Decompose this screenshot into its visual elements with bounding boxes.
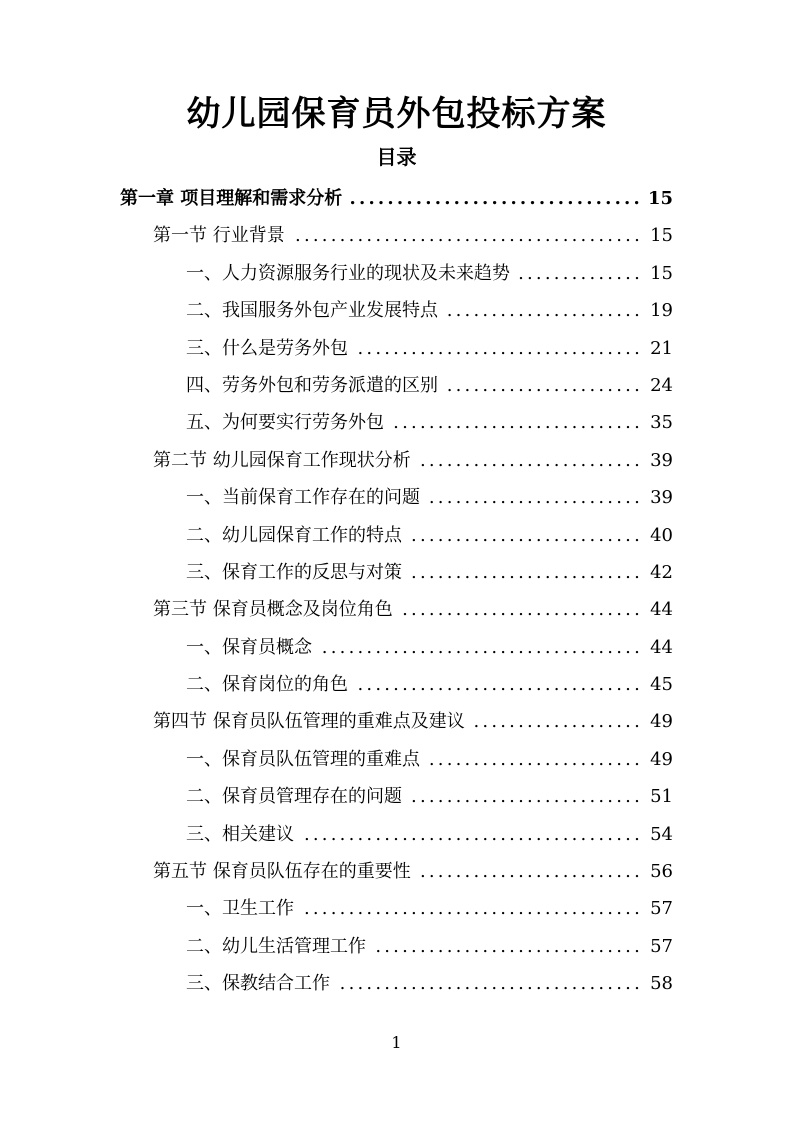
toc-entry-item[interactable]: [120, 890, 673, 927]
document-title: 幼儿园保育员外包投标方案: [186, 94, 607, 134]
toc-entry-label: 三、什么是劳务外包: [186, 337, 348, 359]
toc-entry-item[interactable]: [120, 255, 673, 292]
toc-dot-leader: [318, 629, 643, 666]
toc-dot-leader: [444, 367, 643, 404]
toc-entry-page: 51: [650, 786, 673, 808]
toc-entry-label: 五、为何要实行劳务外包: [186, 412, 384, 434]
toc-entry-page: 40: [650, 524, 673, 546]
toc-dot-leader: [516, 255, 643, 292]
toc-entry-item[interactable]: [120, 367, 673, 404]
toc-dot-leader: [372, 928, 643, 965]
page-number: 1: [391, 1033, 402, 1052]
toc-entry-item[interactable]: [120, 292, 673, 329]
toc-entry-label: 第一章 项目理解和需求分析: [120, 188, 343, 209]
toc-entry-item[interactable]: [120, 517, 673, 554]
toc-entry-label: 一、人力资源服务行业的现状及未来趋势: [186, 262, 510, 284]
toc-entry-chapter-1[interactable]: [120, 180, 673, 217]
toc-entry-item[interactable]: [120, 554, 673, 591]
toc-entry-page: 56: [650, 861, 673, 883]
toc-heading: 目录: [376, 145, 417, 169]
toc-entry-section-5[interactable]: [120, 853, 673, 890]
toc-entry-section-4[interactable]: [120, 703, 673, 740]
toc-dot-leader: [426, 741, 643, 778]
toc-entry-label: 二、保育员管理存在的问题: [186, 786, 402, 808]
toc-entry-page: 44: [650, 636, 673, 658]
toc-dot-leader: [417, 442, 643, 479]
toc-entry-label: 三、保育工作的反思与对策: [186, 561, 402, 583]
toc-entry-item[interactable]: [120, 666, 673, 703]
toc-entry-item[interactable]: [120, 330, 673, 367]
toc-entry-item[interactable]: [120, 965, 673, 1002]
toc-entry-page: 58: [650, 973, 673, 995]
toc-entry-label: 一、当前保育工作存在的问题: [186, 487, 420, 509]
toc-entry-section-2[interactable]: [120, 442, 673, 479]
toc-entry-page: 57: [650, 898, 673, 920]
toc-dot-leader: [408, 554, 643, 591]
toc-entry-page: 19: [650, 300, 673, 322]
toc-entry-label: 二、我国服务外包产业发展特点: [186, 300, 438, 322]
toc-dot-leader: [354, 330, 643, 367]
toc-dot-leader: [300, 890, 643, 927]
toc-dot-leader: [336, 965, 643, 1002]
toc-dot-leader: [408, 517, 643, 554]
toc-entry-page: 15: [650, 262, 673, 284]
toc-dot-leader: [300, 816, 643, 853]
toc-entry-item[interactable]: [120, 778, 673, 815]
toc-entry-page: 49: [650, 748, 673, 770]
toc-dot-leader: [348, 180, 643, 217]
toc-entry-label: 二、幼儿生活管理工作: [186, 935, 366, 957]
toc-dot-leader: [426, 479, 643, 516]
toc-entry-label: 第四节 保育员队伍管理的重难点及建议: [153, 711, 465, 733]
toc-entry-page: 57: [650, 935, 673, 957]
toc-entry-label: 三、相关建议: [186, 823, 294, 845]
toc-entry-page: 42: [650, 561, 673, 583]
table-of-contents: [120, 180, 673, 1003]
toc-entry-label: 一、保育员队伍管理的重难点: [186, 748, 420, 770]
toc-entry-label: 四、劳务外包和劳务派遣的区别: [186, 374, 438, 396]
toc-entry-label: 第五节 保育员队伍存在的重要性: [153, 861, 411, 883]
toc-entry-page: 45: [650, 674, 673, 696]
toc-dot-leader: [444, 292, 643, 329]
toc-entry-label: 二、幼儿园保育工作的特点: [186, 524, 402, 546]
toc-dot-leader: [399, 591, 643, 628]
toc-entry-label: 一、卫生工作: [186, 898, 294, 920]
toc-entry-section-1[interactable]: [120, 217, 673, 254]
toc-entry-item[interactable]: [120, 741, 673, 778]
toc-entry-page: 49: [650, 711, 673, 733]
toc-entry-label: 第三节 保育员概念及岗位角色: [153, 599, 393, 621]
toc-entry-item[interactable]: [120, 928, 673, 965]
toc-dot-leader: [417, 853, 643, 890]
toc-entry-page: 39: [650, 487, 673, 509]
toc-entry-page: 35: [650, 412, 673, 434]
toc-entry-label: 第一节 行业背景: [153, 225, 285, 247]
toc-entry-page: 21: [650, 337, 673, 359]
toc-entry-page: 24: [650, 374, 673, 396]
toc-entry-item[interactable]: [120, 629, 673, 666]
toc-entry-label: 一、保育员概念: [186, 636, 312, 658]
toc-entry-item[interactable]: [120, 404, 673, 441]
toc-dot-leader: [408, 778, 643, 815]
toc-entry-label: 二、保育岗位的角色: [186, 674, 348, 696]
toc-entry-label: 三、保教结合工作: [186, 973, 330, 995]
toc-entry-section-3[interactable]: [120, 591, 673, 628]
toc-dot-leader: [390, 404, 643, 441]
toc-entry-page: 15: [647, 188, 673, 209]
toc-dot-leader: [354, 666, 643, 703]
toc-dot-leader: [471, 703, 643, 740]
toc-entry-item[interactable]: [120, 816, 673, 853]
toc-entry-page: 39: [650, 449, 673, 471]
toc-entry-page: 15: [650, 225, 673, 247]
toc-dot-leader: [291, 217, 643, 254]
toc-entry-item[interactable]: [120, 479, 673, 516]
toc-entry-page: 44: [650, 599, 673, 621]
toc-entry-label: 第二节 幼儿园保育工作现状分析: [153, 449, 411, 471]
toc-entry-page: 54: [650, 823, 673, 845]
